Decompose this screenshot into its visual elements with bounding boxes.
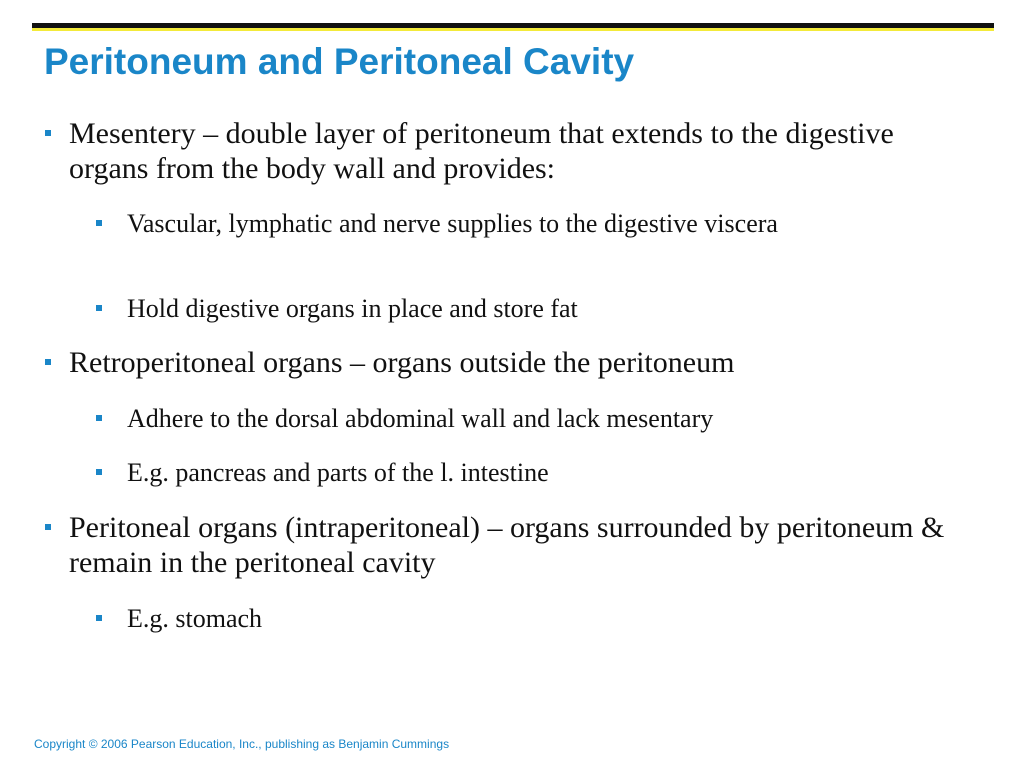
bullet-text: Mesentery – double layer of peritoneum that extends to the digestive organs from the body wall and provides:	[69, 117, 894, 185]
sub-bullet-marker-icon	[96, 615, 102, 621]
sub-bullet-marker-icon	[96, 415, 102, 421]
sub-bullet-marker-icon	[96, 469, 102, 475]
sub-bullet-marker-icon	[96, 220, 102, 226]
sub-bullet-vascular	[127, 207, 947, 240]
slide-title: Peritoneum and Peritoneal Cavity	[44, 41, 635, 82]
sub-bullet-hold-organs	[127, 292, 947, 325]
copyright-footer: Copyright © 2006 Pearson Education, Inc., publishing as Benjamin Cummings	[34, 737, 450, 751]
bullet-mesentery	[69, 116, 969, 186]
bullet-text: Peritoneal organs (intraperitoneal) – organs surrounded by peritoneum & remain in the peritoneal cavity	[69, 511, 945, 579]
sub-bullet-stomach	[127, 602, 947, 635]
sub-bullet-text: Vascular, lymphatic and nerve supplies to the digestive viscera	[127, 209, 778, 238]
sub-bullet-text: Hold digestive organs in place and store fat	[127, 294, 578, 323]
bullet-marker-icon	[45, 359, 51, 365]
sub-bullet-adhere	[127, 402, 947, 435]
sub-bullet-text: Adhere to the dorsal abdominal wall and lack mesentary	[127, 404, 714, 433]
bullet-marker-icon	[45, 130, 51, 136]
bullet-intraperitoneal	[69, 510, 969, 580]
sub-bullet-text: E.g. stomach	[127, 604, 263, 633]
bullet-retroperitoneal	[69, 345, 969, 380]
bullet-marker-icon	[45, 524, 51, 530]
bullet-text: Retroperitoneal organs – organs outside the peritoneum	[69, 346, 735, 379]
sub-bullet-pancreas	[127, 456, 947, 489]
sub-bullet-text: E.g. pancreas and parts of the l. intestine	[127, 458, 549, 487]
sub-bullet-marker-icon	[96, 305, 102, 311]
